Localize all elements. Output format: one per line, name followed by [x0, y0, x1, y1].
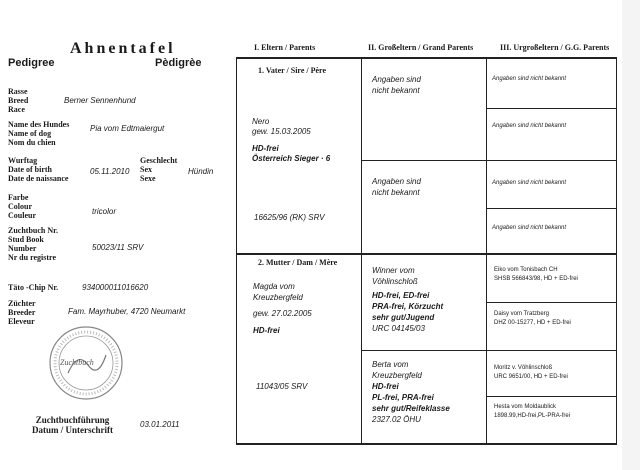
- signature-date: 03.01.2011: [140, 420, 180, 429]
- great-grandparent-6: Daisy vom Tratzberg DHZ 00-15277, HD + ED-frei: [494, 311, 571, 326]
- studbook-labels: Zuchtbuch Nr. Stud Book Number Nr du registre: [8, 226, 58, 262]
- sire-dob: gew. 15.03.2005: [252, 127, 311, 136]
- colour-value: tricolor: [92, 207, 117, 216]
- grandparent-3: Winner vom Vöhlinschloß HD-frei, ED-frei PRA-frei, Körzucht sehr gut/Jugend URC 04145/03: [372, 266, 444, 333]
- great-grandparent-2: Angaben sind nicht bekannt: [492, 123, 567, 129]
- great-grandparent-3: Angaben sind nicht bekannt: [492, 180, 567, 186]
- colour-labels: Farbe Colour Couleur: [8, 193, 36, 220]
- dam-label: 2. Mutter / Dam / Mère: [258, 258, 338, 267]
- header-parents: I. Eltern / Parents: [254, 43, 316, 52]
- dam-name-2: Kreuzbergfeld: [253, 293, 303, 302]
- dam-name-1: Magda vom: [253, 282, 295, 291]
- sire-title: Österreich Sieger · 6: [252, 154, 331, 163]
- dog-name-value: Pia vom Edtmaiergut: [90, 124, 165, 133]
- sex-labels: Geschlecht Sex Sexe: [140, 156, 178, 183]
- chip-value: 934000011016620: [82, 283, 149, 292]
- great-grandparent-5: Eiko vom Tonisbach CH SHSB 566843/98, HD + ED-frei: [494, 267, 578, 282]
- grandparent-2: Angaben sind nicht bekannt: [372, 177, 421, 197]
- sire-name: Nero: [252, 117, 270, 126]
- sex-value: Hündin: [188, 167, 214, 176]
- pedigree-en: Pedigree: [8, 57, 55, 69]
- grandparent-1: Angaben sind nicht bekannt: [372, 75, 421, 95]
- signature-labels: Zuchtbuchführung Datum / Unterschrift: [32, 415, 113, 435]
- dob-value: 05.11.2010: [90, 167, 130, 176]
- name-labels: Name des Hundes Name of dog Nom du chien: [8, 120, 70, 147]
- breed-labels: Rasse Breed Race: [8, 87, 29, 114]
- great-grandparent-8: Hesta vom Moldaublick 1898.99,HD-frei,PL-PRA-frei: [494, 404, 571, 419]
- breed-value: Berner Sennenhund: [64, 96, 136, 105]
- sire-label: 1. Vater / Sire / Père: [258, 66, 326, 75]
- dam-hd: HD-frei: [253, 326, 280, 335]
- header-grandparents: II. Großeltern / Grand Parents: [368, 43, 474, 52]
- studbook-value: 50023/11 SRV: [92, 243, 144, 252]
- great-grandparent-4: Angaben sind nicht bekannt: [492, 225, 567, 231]
- great-grandparent-7: Moritz v. Vöhlinschloß URC 9651/00, HD + ED-frei: [494, 365, 568, 380]
- great-grandparent-1: Angaben sind nicht bekannt: [492, 76, 567, 82]
- dam-reg: 11043/05 SRV: [256, 382, 308, 391]
- header-greatgrand: III. Urgroßeltern / G.G. Parents: [500, 43, 610, 52]
- document-title: Ahnentafel: [70, 40, 176, 57]
- breeder-value: Fam. Mayrhuber, 4720 Neumarkt: [68, 307, 186, 316]
- pedigree-fr: Pèdigrèe: [155, 57, 202, 69]
- chip-label: Täto -Chip Nr.: [8, 283, 59, 292]
- sire-reg: 16625/96 (RK) SRV: [254, 213, 325, 222]
- dob-labels: Wurftag Date of birth Date de naissance: [8, 156, 69, 183]
- stamp-text: Zuchtbuch: [60, 358, 94, 367]
- grandparent-4: Berta vom Kreuzbergfeld HD-frei PL-frei, PRA-frei sehr gut/Reifeklasse 2327.02 ÖHU: [372, 360, 450, 424]
- sire-hd: HD-frei: [252, 144, 279, 153]
- dam-dob: gew. 27.02.2005: [253, 309, 312, 318]
- breeder-labels: Züchter Breeder Eleveur: [8, 299, 36, 326]
- page-edge: [622, 0, 640, 470]
